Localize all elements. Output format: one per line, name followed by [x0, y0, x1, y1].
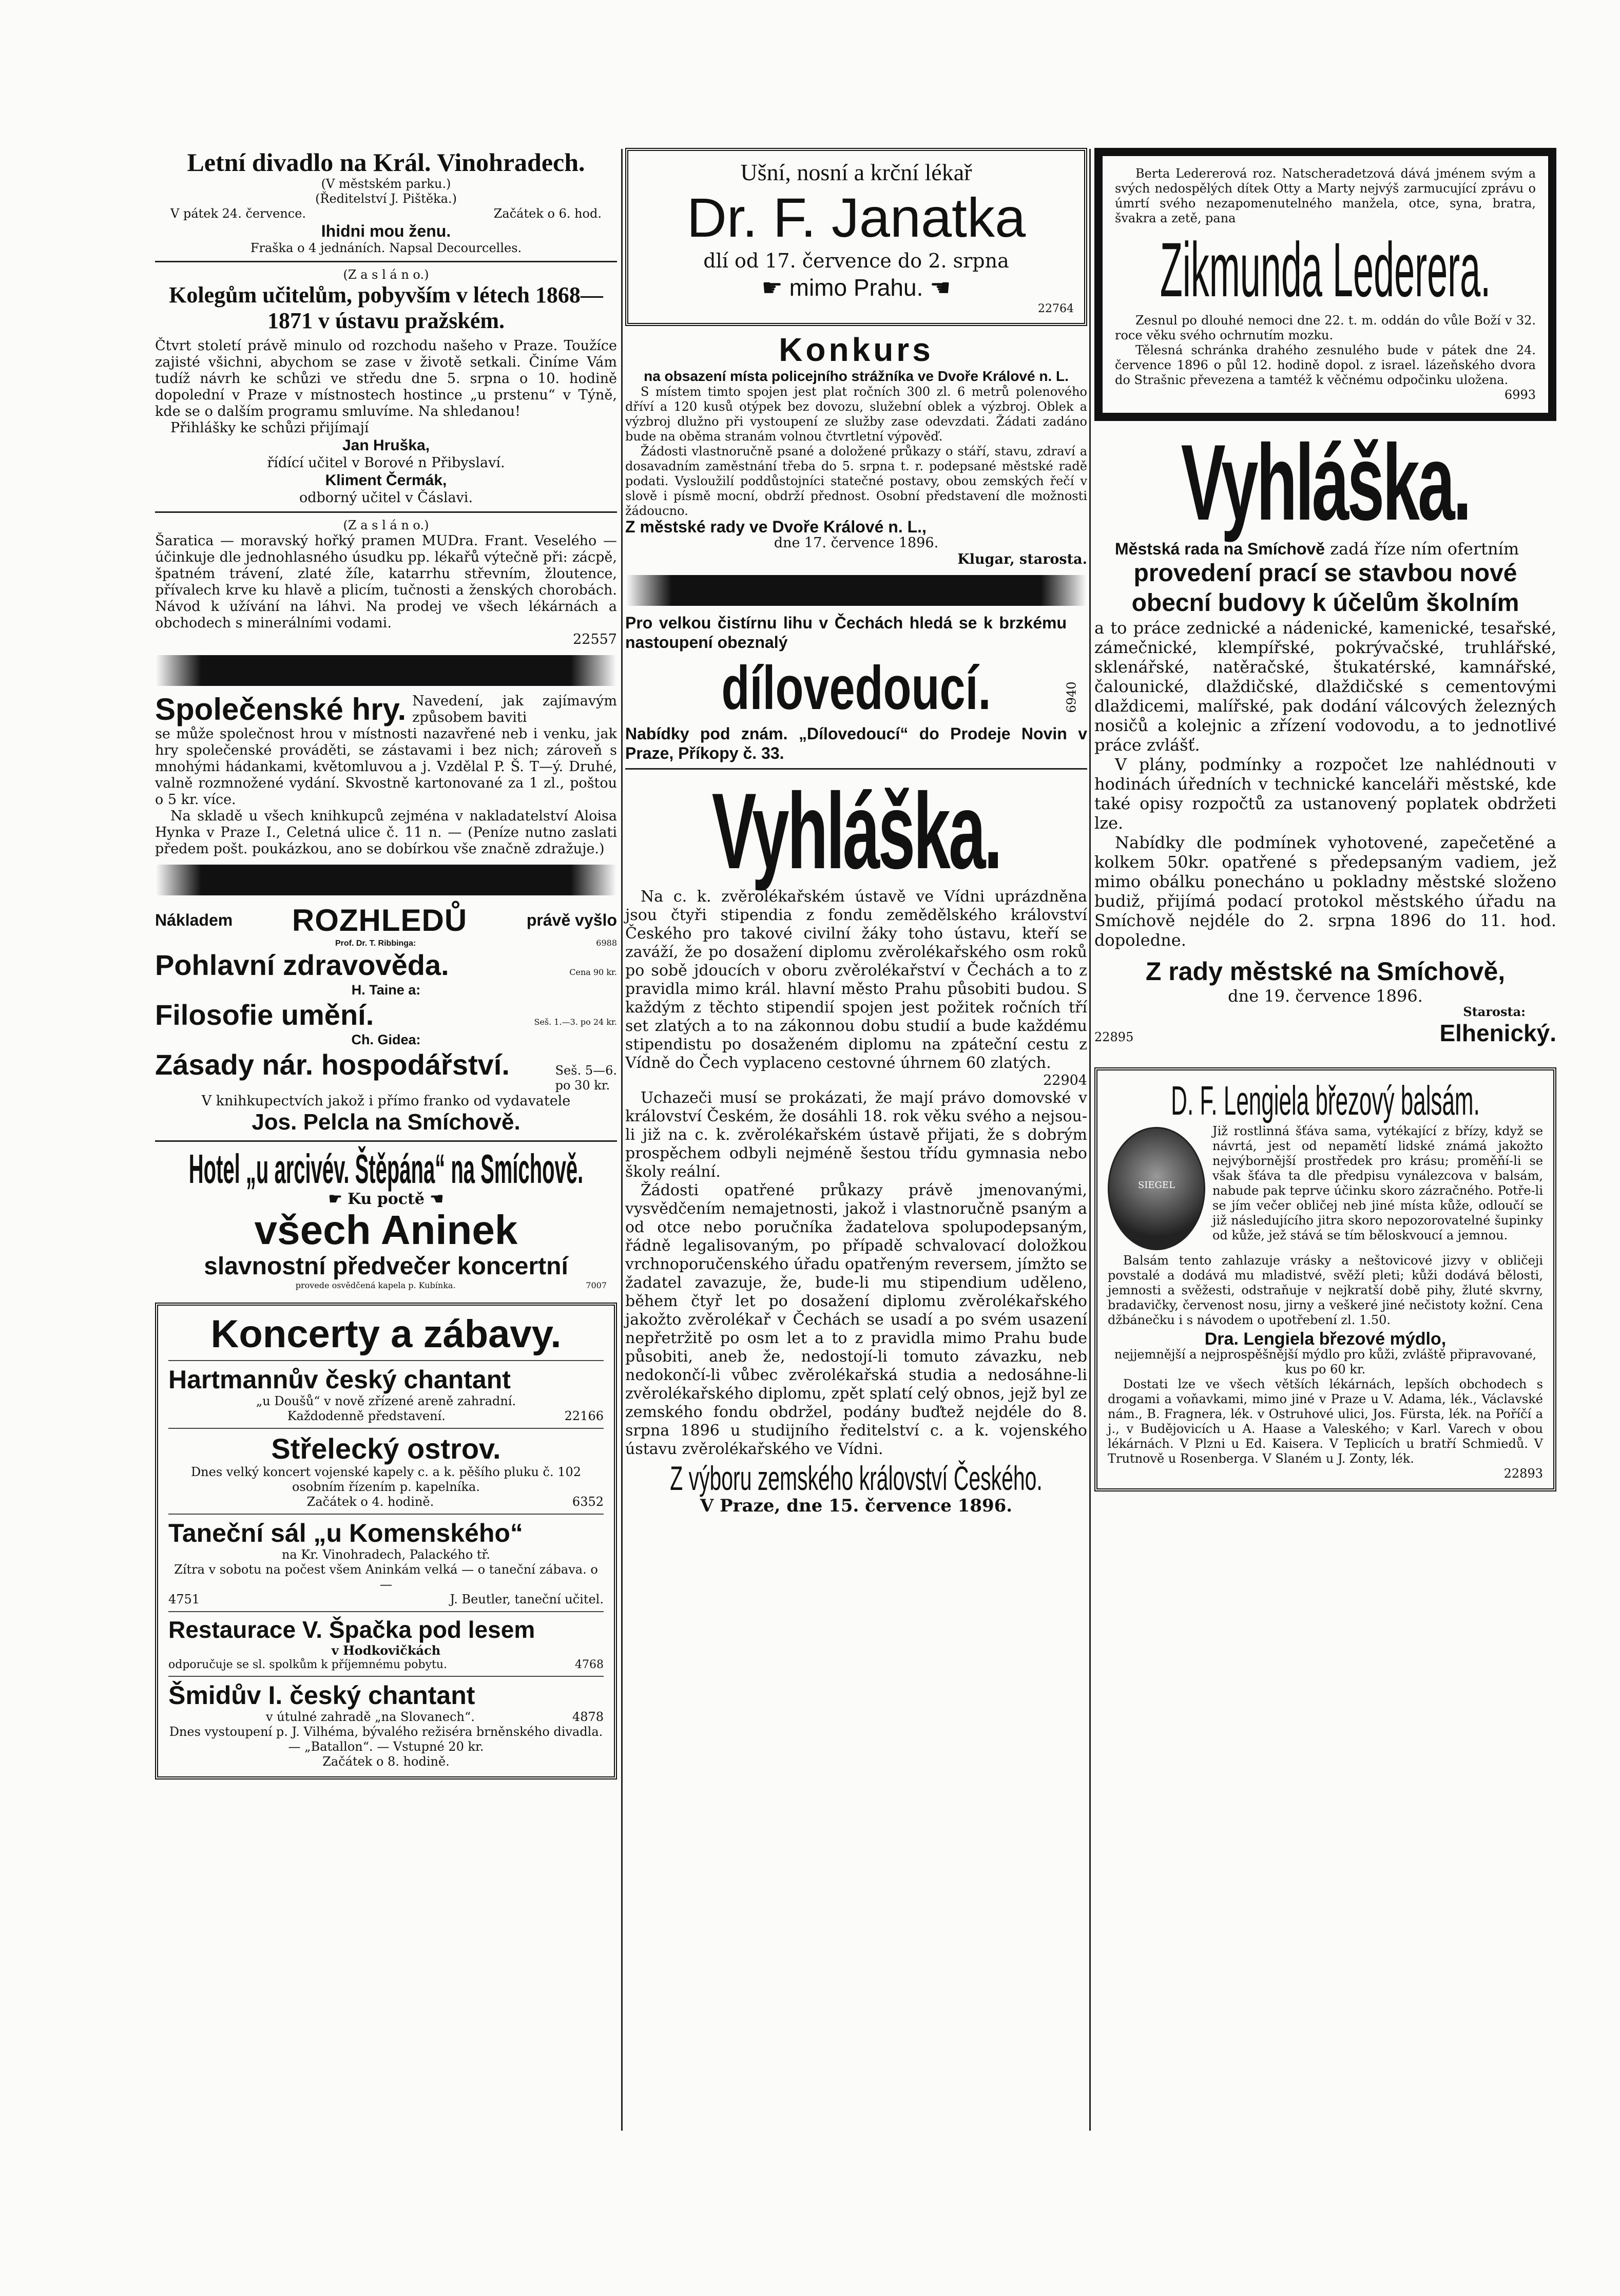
ad-number: 4878 [572, 1710, 604, 1724]
signer-row [1094, 1019, 1556, 1047]
ad-body: Žádosti vlastnoručně psané a doložené průkazy o stáří, stavu, zdraví a dosavadním zaměstnání třeba do 5. srpna t. r. podepsané městské radě podati. Vysloužilí poddůstojníci statečné postavy, obou zemských řečí v slově i písmě mocní, obdrží přednost. Osobní představení dle možnosti žádoucno. [625, 444, 1087, 518]
divider [155, 261, 617, 262]
venue-line: na Kr. Vinohradech, Palackého tř. [281, 1547, 491, 1562]
ad-title: Letní divadlo na Král. Vinohradech. [187, 148, 585, 177]
divider [625, 768, 1087, 770]
divider [168, 1676, 604, 1677]
signer-role: Starosta: [1463, 1004, 1526, 1019]
ad-parte [1094, 148, 1556, 421]
venue-line: v Hodkovičkách [331, 1643, 441, 1658]
ad-body: V plány, podmínky a rozpočet lze nahlédnouti v hodinách úředních v technické kanceláři městské, kde také opisy rozpočtů za ustanovený poplatek obdržeti lze. [1094, 755, 1556, 833]
ad-date: dne 19. července 1896. [1228, 986, 1423, 1006]
ad-sub: Navedení, jak zajímavým způsobem baviti [412, 693, 617, 725]
ad-number: 22893 [1503, 1466, 1543, 1481]
ad-body: Uchazeči musí se prokázati, že mají právo domovské v království Českém, že dosáhli 18. rok věku svého a nejsou-li již na c. k. zvěrolékařském ústavě přijati, že s dobrým prospěchem odbyli nejméně šestou třídu gymnasia nebo školy reální. [625, 1089, 1087, 1181]
signer-name: Jan Hruška, [342, 437, 430, 454]
ad-number: 7007 [586, 1280, 607, 1290]
divider [168, 1428, 604, 1429]
venue-line: Zítra v sobotu na počest všem Aninkám velká — o taneční zábava. o — [174, 1562, 598, 1592]
decorative-bar [625, 575, 1087, 606]
column-rule-right [1089, 149, 1091, 2131]
signer-name: Kliment Čermák, [325, 472, 447, 489]
seal-label: SIEGEL [1137, 1180, 1175, 1191]
ad-koncerty [155, 1303, 617, 1780]
doctor-name: Dr. F. Janatka [686, 186, 1026, 248]
venue-line: Dnes velký koncert vojenské kapely c. a k. pěšího pluku č. 102 osobním řízením p. kapelníka. [190, 1465, 582, 1494]
signer-title: řídící učitel v Borové n Přibyslaví. [267, 455, 505, 471]
ad-date: V Praze, dne 15. července 1896. [700, 1496, 1013, 1516]
time-text: Začátek o 6. hod. [493, 206, 602, 221]
signer-title: odborný učitel v Čáslavi. [299, 490, 473, 506]
venue-title: Taneční sál „u Komenského“ [168, 1519, 523, 1547]
ad-offer: Nabídky pod znám. „Dílovedoucí“ do Prodeje Novin v Praze, Příkopy č. 33. [625, 724, 1087, 762]
date-text: V pátek 24. července. [170, 206, 306, 221]
venue-title: Hartmannův český chantant [168, 1365, 511, 1394]
column-3 [1094, 148, 1556, 1497]
ad-number: 22557 [573, 632, 617, 647]
venue-line: v útulné zahradě „na Slovanech“. [266, 1710, 475, 1724]
ad-number: 22166 [564, 1409, 604, 1423]
book-author: Ch. Gidea: [351, 1032, 421, 1047]
book-author: H. Taine a: [351, 982, 421, 998]
play-title: Ihidni mou ženu. [321, 222, 451, 240]
ad-number: 4751 [168, 1592, 200, 1606]
ad-title: Vyhláška. [1181, 422, 1470, 543]
hand-icon: ☛ [761, 274, 789, 301]
ad-title: Ušní, nosní a krční lékař [740, 159, 972, 185]
away-text: mimo Prahu. [789, 274, 923, 301]
ad-body: Tělesná schránka drahého zesnulého bude v pátek dne 24. července 1896 o půl 12. hodině dopol. z israel. lázeňského dvora do Strašnic převezena a tamtéž k věčnému odpočinku uložena. [1115, 343, 1536, 387]
venue-row [168, 1495, 604, 1509]
book-row [155, 1048, 617, 1093]
venue-line: Začátek o 8. hodině. [322, 1754, 450, 1769]
ad-from: Z městské rady ve Dvoře Králové n. L., [625, 518, 927, 536]
ad-body: se může společnost hrou v místnosti nazavřené neb i venku, jak hry společenské prováděti, se zástavami i bez nich; zároveň s mnohými hádankami, květomluvou a j. Vzdělal P. Š. T—ý. Druhé, valně rozmnožené vydání. Skvostně kartonované za 1 zl., poštou o 5 kr. více. [155, 726, 617, 808]
venue-row [168, 1592, 604, 1607]
ad-vyhlaska-stipendia [625, 771, 1087, 1516]
zaslano-label: (Z a s l á n o.) [343, 267, 429, 282]
venue-line: „u Doušů“ v nově zřízené areně zahradní. [256, 1394, 516, 1408]
venue-line: J. Beutler, taneční učitel. [450, 1592, 604, 1606]
ad-letni-divadlo [155, 148, 617, 256]
ad-line: dlí od 17. července do 2. srpna [703, 250, 1009, 272]
ad-body: Na c. k. zvěrolékařském ústavě ve Vídni uprázdněna jsou čtyři stipendia z fondu zemědělského království Českého pro takové civilní žáky toho ústavu, kteří se zaváží, že po dosažení diplomu zvěrolékařského osm roků po sobě jdoucích v oboru zvěrolékařství v Čechách a to z pravidla mimo král. hlavní město Prahu působiti budou. S každým z těchto stipendií spojen jest požitek ročních tří set zlatých a to na zákonnou dobu studií a bude každému stipendistu po dosaženém diplomu na zpáteční cestu z Vídně do Čech vyplaceno cestovné úhrnem 60 zlatých. [625, 888, 1087, 1072]
book-title: Pohlavní zdravověda. [155, 949, 449, 981]
ad-line [639, 273, 1074, 302]
book-author: Prof. Dr. T. Ribbinga: [335, 939, 416, 948]
ad-number: 6940 [1064, 681, 1079, 713]
ad-title: Společenské hry. [155, 692, 407, 726]
signer-name: Elhenický. [1439, 1020, 1556, 1046]
ad-date: dne 17. července 1896. [774, 535, 939, 551]
ad-body: Dostati lze ve všech větších lékárnách, lepších obchodech s drogami a voňavkami, mimo jiné v Praze u V. Adama, lék., Václavské nám., B. Fragnera, lék. v Ostruhové ulici, Jos. Fürsta, lék. na Poříčí a j., v Budějovicích u A. Haase a Valeského; v Karl. Varech v obou lékárnách. V Plzni u Ed. Kaisera. V Teplicích u bratří Schmiedů. V Trutnově u Rosenberga. V Slaném u J. Zonty, lék. [1108, 1377, 1543, 1466]
ad-title: Kolegům učitelům, pobyvším v létech 1868—1871 v ústavu pražském. [169, 282, 603, 333]
book-price-b: po 30 kr. [555, 1078, 610, 1093]
ad-rozhledy [155, 903, 617, 1135]
ad-body: Již rostlinná šťáva sama, vytékající z břízy, když se návrtá, jest od nepamětí lidské známá jakožto nejvýbornější prostředek pro krásu; proměňí-li se však šťáva ta dle předpisu vynálezcova v balsám, nabude pak teprve účinku skoro zázračného. Potře-li se jím večer obličej neb jiné místa kůže, odloučí se již následujícího jitra skoro nepozorovatelné šupinky od kůže, jež stává se tím běloskvoucí a jemnou. [1212, 1124, 1543, 1242]
ad-body: Žádosti opatřené průkazy právě jmenovanými, vysvědčením nemajetnosti, jakož i vlastnoručně psaným a od otce nebo poručníka žadatelova spolupodepsaným, řádně legalisovaným, po případě schvalovací doložkou vrchnoporučenského úřadu opatřeným reversem, jímžto se žadatel zavazuje, že, bude-li mu stipendium uděleno, během čtyř let po dosažení diplomu zvěrolékařského jakožto zvěrolékař v Čechách se usadí a po svém usazení nepřetržitě po osm let a to z pravidla mimo Prahu bude působiti, aneb že, nedostojí-li tomuto závazku, neb nedokončí-li vůbec zvěrolékařská studia a nedosáhne-li zvěrolékařského diplomu, zpět splatí celý obnos, jejž byl ze zemského fondu obdržel, podány buďtež nejdéle do 8. srpna 1896 u studijního ředitelství c. a k. vojenského ústavu zvěrolékařského ve Vídni. [625, 1181, 1087, 1458]
venue-row [168, 1658, 604, 1672]
ad-from: Z rady městské na Smíchově, [1145, 957, 1506, 986]
book-row [155, 998, 617, 1031]
publisher: Jos. Pelcla na Smíchově. [252, 1109, 520, 1135]
divider [168, 1514, 604, 1515]
brand-name: ROZHLEDŮ [292, 903, 468, 937]
zaslano-label: (Z a s l á n o.) [343, 518, 429, 532]
ad-title: Konkurs [779, 331, 934, 368]
ad-sign: Klugar, starosta. [957, 551, 1087, 567]
book-price: Cena 90 kr. [569, 967, 617, 977]
ad-body: Na skladě u všech knihkupců zejména v nakladatelství Aloisa Hynka v Praze I., Celetná ulice č. 11 n. — (Peníze nutno zaslati předem pošt. poukázkou, ano se dobírkou vše značně zdražuje.) [155, 808, 617, 857]
venue-line: Začátek o 4. hodině. [306, 1495, 434, 1509]
ad-body: Pro velkou čistírnu lihu v Čechách hledá se k brzkému nastoupení obeznalý [625, 614, 1067, 652]
ad-sub: Dra. Lengiela březové mýdlo, [1204, 1329, 1447, 1349]
ad-number: 4768 [575, 1658, 604, 1671]
ad-body: nejjemnější a nejprospěšnější mýdlo pro kůži, zvláště připravované, kus po 60 kr. [1114, 1347, 1537, 1376]
ad-line: (V městském parku.) [321, 177, 451, 191]
ku-text: Ku poctě [348, 1190, 425, 1208]
ad-head: provedení prací se stavbou nové obecní budovy k účelům školním [1131, 560, 1519, 617]
book-title: Zásady nár. hospodářství. [155, 1048, 510, 1081]
venue-row [168, 1710, 604, 1725]
ad-body: Šaratica — moravský hořký pramen MUDra. Frant. Veselého — účinkuje dle jednohlasného úsudku pp. lékařů výtečně při: zácpě, špatném trávení, zlaté žíle, katarrhu střevním, žloutence, přívalech krve ku hlavě a plicím, tučnosti a ženských chorobách. Návod k užívání na láhvi. Na prodej ve všech lékárnách a obchodech s minerálními vodami. [155, 533, 617, 631]
column-rule-left [621, 149, 623, 2131]
ad-big: všech Aninek [254, 1207, 518, 1253]
play-desc: Fraška o 4 jednáních. Napsal Decourcelles. [250, 241, 522, 255]
column-2 [625, 148, 1087, 1514]
ad-hotel [155, 1147, 617, 1290]
divider [168, 1611, 604, 1612]
ad-lengiel [1094, 1067, 1556, 1491]
venue-row [168, 1409, 604, 1424]
book-price: Seš. 1.—3. po 24 kr. [534, 1017, 617, 1027]
ad-spolecenske-hry [155, 693, 617, 857]
ad-from: Z výboru zemského království Českého. [670, 1459, 1043, 1497]
venue-title: Šmidův I. český chantant [168, 1681, 475, 1710]
ad-number: 22904 [1043, 1073, 1087, 1088]
ad-title: Koncerty a zábavy. [210, 1312, 562, 1356]
divider [168, 1360, 604, 1361]
ad-number: 6352 [572, 1495, 604, 1509]
venue-line: Dnes vystoupení p. J. Vilhéma, bývalého režiséra brněnského divadla. — „Batallon“. — Vstupné 20 kr. [169, 1725, 603, 1754]
ad-sub: na obsazení místa policejního strážníka ve Dvoře Králové n. L. [644, 368, 1069, 384]
ad-line: provede osvědčená kapela p. Kubínka. [295, 1280, 456, 1290]
venue-title: Střelecký ostrov. [271, 1432, 501, 1465]
ad-janatka [625, 148, 1087, 326]
venue-line: odporučuje se sl. spolkům k příjemnému pobytu. [168, 1658, 448, 1671]
ad-body: Zesnul po dlouhé nemoci dne 22. t. m. oddán do vůle Boží v 32. roce věku svého ochrnutím mozku. [1115, 313, 1536, 342]
ad-title: Vyhláška. [711, 771, 1001, 891]
ad-body: Čtvrt století právě minulo od rozchodu našeho v Praze. Toužíce zajisté všichni, abychom se zase v životě setkali. Činíme Vám tudíž návrh ke schůzi ve středu dne 5. srpna o 10. hodině dopolední v Praze v místnostech hostince „u prstenu“ v Týně, kde se o dalším programu smluvíme. Na shledanou! [155, 338, 617, 419]
ad-konkurs [625, 331, 1087, 568]
ad-line: (Ředitelství J. Pištěka.) [315, 192, 457, 206]
ad-body: a to práce zednické a nádenické, kamenické, tesařské, zámečnické, klempířské, pokrývačské, truhlářské, sklenářské, natěračské, štukatérské, kamnářské, čalounické, dlaždičské, dlaždičské s cementovými dlaždicemi, malířské, pak dodání válcových železných nosičů a kolejnic a zřízení vodovodu, a to jednotlivé práce zvlášť. [1094, 618, 1556, 755]
ad-big: dílovedoucí. [721, 654, 991, 722]
ad-post: právě vyšlo [526, 911, 617, 929]
ad-row [155, 206, 617, 221]
decorative-bar [155, 655, 617, 686]
ad-body: Balsám tento zahlazuje vrásky a neštovicové jizvy v obličeji povstalé a dodává mu mladistvé, svěží pleti; kůži dodává bělosti, jemnosti a svěžesti, odstraňuje v nejkratší době pihy, žluté skvrny, bradavičky, červenost nosu, jirny a veškeré jiné nečistoty kožní. Cena džbánečku i s návodem o upotřebení zl. 1.50. [1108, 1253, 1543, 1327]
ad-line: Přihlášky ke schůzi přijímají [170, 420, 369, 436]
ad-number: 22895 [1094, 1030, 1134, 1044]
book-row [155, 948, 617, 982]
venue-line: Každodenně představení. [287, 1409, 446, 1423]
ad-row [155, 1280, 617, 1290]
column-1 [155, 148, 617, 1785]
ad-line: V knihkupectvích jakož i přímo franko od vydavatele [201, 1093, 571, 1109]
ad-kolegum [155, 267, 617, 506]
book-title: Filosofie umění. [155, 999, 374, 1031]
ad-saratica [155, 518, 617, 648]
ad-title: D. F. Lengiela březový balsám. [1171, 1078, 1480, 1123]
ad-number: 6988 [596, 938, 617, 948]
ad-pre: Nákladem [155, 911, 233, 929]
ad-header [155, 903, 617, 938]
ad-body: Berta Ledererová roz. Natscheradetzová dává jménem svým a svých nedospělých dítek Otty a Marty nejvýš zarmucující zprávu o úmrtí svého nezapomenutelného manžela, otce, syna, bratra, švakra a zetě, pana [1115, 166, 1536, 225]
decorative-bar [155, 865, 617, 895]
ad-header [155, 693, 617, 726]
portrait-image [1108, 1127, 1205, 1250]
venue-title: Restaurace V. Špačka pod lesem [168, 1616, 535, 1643]
ad-dilovedouci [625, 613, 1087, 763]
ad-body: Nabídky dle podmínek vyhotovené, zapečetěné a kolkem 50kr. opatřené s předepsaným vadiem, jež mimo obálku ponecháno u pokladny městské složeno budiž, přijímá podací protokol městského úřadu na Smíchově nejdéle do 2. srpna 1896 do 11. hod. dopoledne. [1094, 833, 1556, 950]
book-price [555, 1063, 617, 1093]
ad-line [155, 1191, 617, 1208]
intro-name: Městská rada na Smíchově [1115, 540, 1325, 558]
book-row [155, 938, 617, 948]
hand-icon: ☛ [328, 1190, 348, 1208]
divider [155, 511, 617, 513]
intro-text: zadá říze ním ofertním [1330, 539, 1519, 559]
ad-sub: slavnostní předvečer koncertní [204, 1253, 568, 1280]
ad-title: Hotel „u arcivév. Štěpána“ na Smíchově. [188, 1146, 584, 1192]
deceased-name: Zikmunda Lederera. [1160, 226, 1491, 313]
divider [155, 1140, 617, 1142]
ad-number: 6993 [1504, 388, 1536, 402]
hand-icon: ☚ [424, 1190, 444, 1208]
hand-icon: ☚ [923, 274, 951, 301]
ad-vyhlaska-smichov [1094, 422, 1556, 1047]
ad-number: 22764 [1038, 302, 1074, 315]
ad-body: S místem timto spojen jest plat ročních 300 zl. 6 metrů polenového dříví a 120 kusů otýpek bez dovozu, služební oblek a výzbroj. Oblek a výzbroj dlužno při vystoupení ze služby zase odevzdati. Žádati zadáno bude na oběma stranám volnou čtvrtletní výpověď. [625, 385, 1087, 444]
book-price-a: Seš. 5—6. [555, 1063, 617, 1078]
